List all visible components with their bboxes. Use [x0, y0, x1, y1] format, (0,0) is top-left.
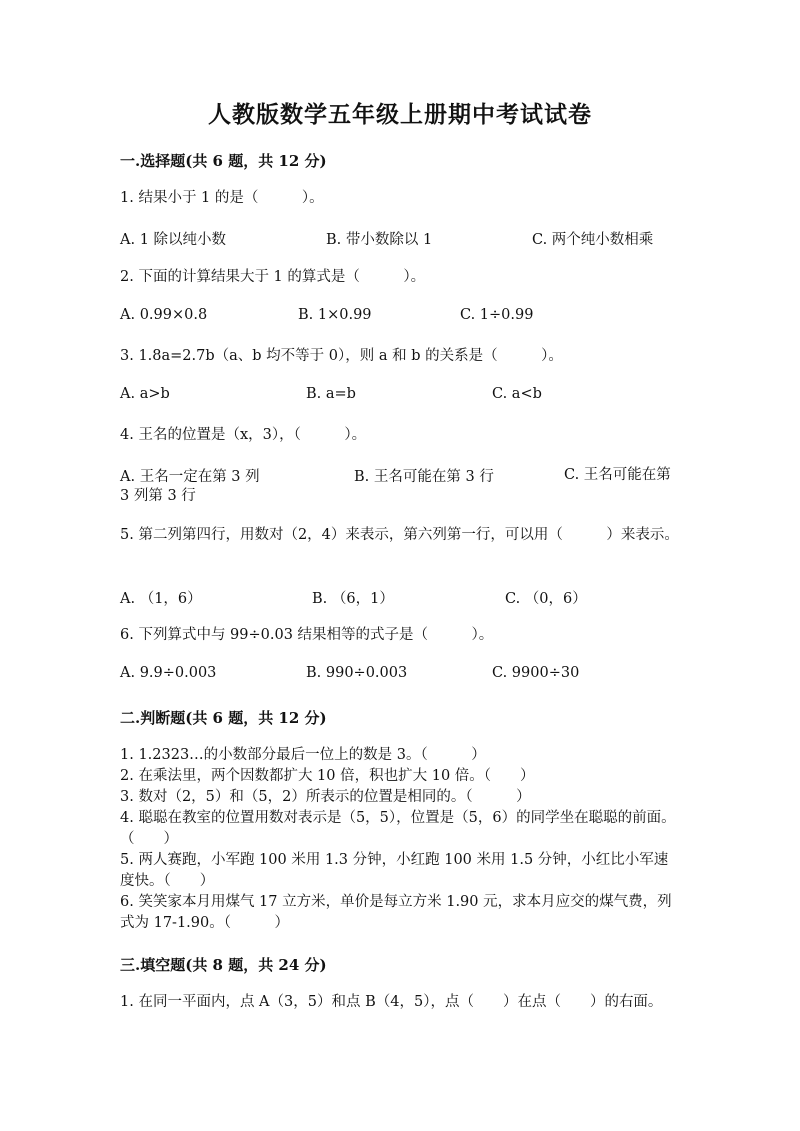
option-b: B. a=b: [306, 386, 356, 402]
judge-item: 3. 数对（2，5）和（5，2）所表示的位置是相同的。（ ）: [120, 789, 531, 805]
option-c: C. （0，6）: [505, 591, 587, 607]
options-row: [120, 665, 680, 686]
option-c: C. 9900÷30: [492, 665, 580, 681]
option-a: A. a>b: [120, 386, 170, 402]
fill-item: 1. 在同一平面内，点 A（3，5）和点 B（4，5），点（ ）在点（ ）的右面。: [120, 994, 663, 1010]
options-row: [120, 307, 680, 328]
page-title: 人教版数学五年级上册期中考试试卷: [208, 101, 592, 128]
option-a: A. 0.99×0.8: [120, 307, 208, 323]
question-text: 2. 下面的计算结果大于 1 的算式是（ ）。: [120, 269, 426, 285]
section-heading-fill: 三.填空题(共 8 题，共 24 分): [120, 956, 327, 974]
options-row: [120, 386, 680, 407]
option-c: C. a<b: [492, 386, 542, 402]
judge-item: 4. 聪聪在教室的位置用数对表示是（5，5），位置是（5，6）的同学坐在聪聪的前面。（ ）: [120, 810, 676, 847]
option-a: A. 1 除以纯小数: [120, 232, 227, 248]
question-text: 5. 第二列第四行，用数对（2，4）来表示，第六列第一行，可以用（ ）来表示。: [120, 527, 679, 543]
judge-item: 5. 两人赛跑，小军跑 100 米用 1.3 分钟，小红跑 100 米用 1.5 分钟，小红比小军速度快。（ ）: [120, 852, 669, 889]
question-text: 3. 1.8a=2.7b（a、b 均不等于 0），则 a 和 b 的关系是（ ）。: [120, 348, 563, 364]
option-a: A. （1，6）: [120, 591, 202, 607]
option-c: C. 1÷0.99: [460, 307, 534, 323]
option-b: B. 带小数除以 1: [326, 232, 433, 248]
question-text: 6. 下列算式中与 99÷0.03 结果相等的式子是（ ）。: [120, 627, 494, 643]
option-a: A. 9.9÷0.003: [120, 665, 217, 681]
judge-list: [120, 745, 680, 934]
question-text: 4. 王名的位置是（x，3），（ ）。: [120, 427, 367, 443]
section-heading-choice: 一.选择题(共 6 题，共 12 分): [120, 152, 327, 170]
option-b: B. 990÷0.003: [306, 665, 408, 681]
options-row: [120, 228, 680, 249]
judge-item: 2. 在乘法里，两个因数都扩大 10 倍，积也扩大 10 倍。（ ）: [120, 768, 535, 784]
options-row: [120, 587, 680, 608]
option-b: B. 1×0.99: [298, 307, 372, 323]
judge-item: 1. 1.2323…的小数部分最后一位上的数是 3。（ ）: [120, 747, 486, 763]
judge-item: 6. 笑笑家本月用煤气 17 立方米，单价是每立方米 1.90 元，求本月应交的煤气费，列式为 17-1.90。（ ）: [120, 894, 672, 931]
option-c: C. 王名可能在第 3 列第 3 行: [120, 467, 671, 504]
option-c: C. 两个纯小数相乘: [532, 232, 654, 248]
option-b: B. （6，1）: [312, 591, 394, 607]
option-b: B. 王名可能在第 3 行: [354, 469, 494, 485]
section-heading-judge: 二.判断题(共 6 题，共 12 分): [120, 709, 327, 727]
option-a: A. 王名一定在第 3 列: [120, 469, 260, 485]
question-text: 1. 结果小于 1 的是（ ）。: [120, 190, 324, 206]
